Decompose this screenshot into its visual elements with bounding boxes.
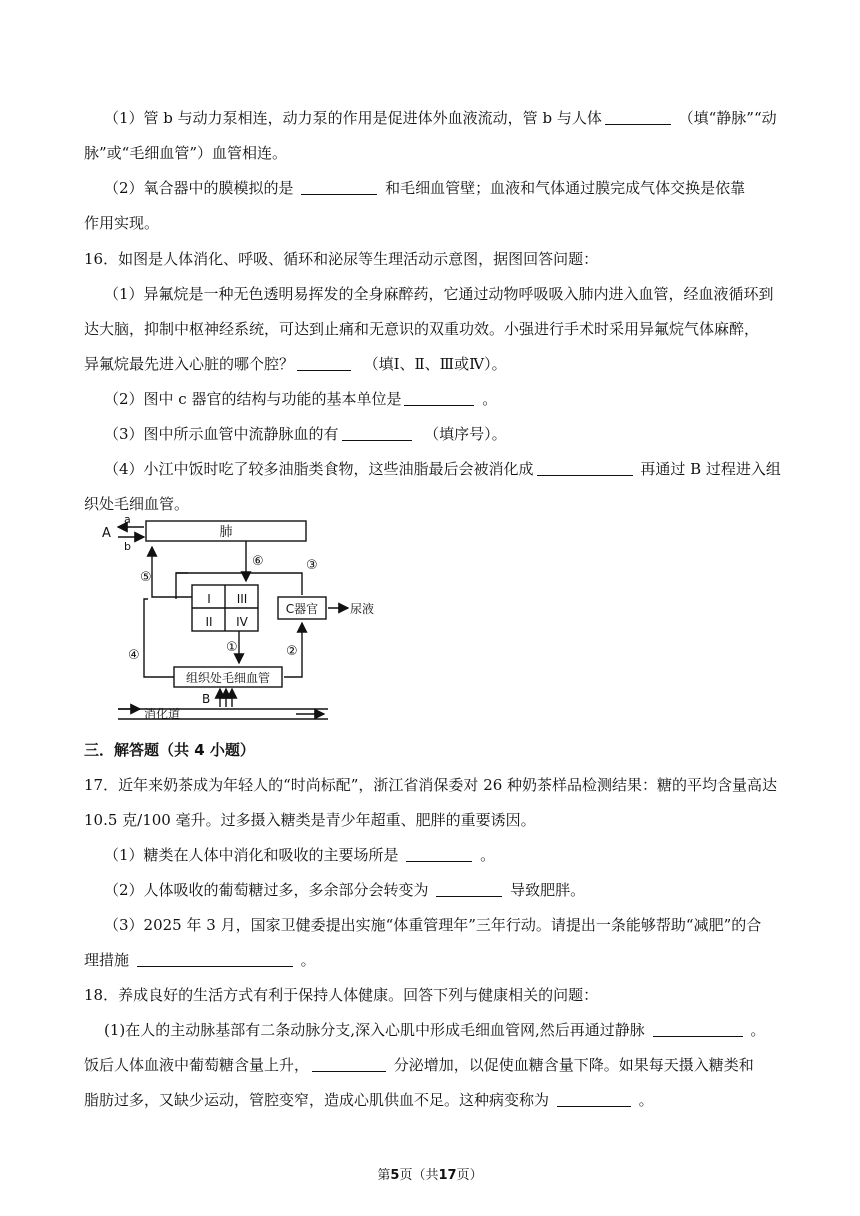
- lung-label: 肺: [219, 525, 233, 540]
- page-number: 5: [390, 1168, 400, 1183]
- answer-blank[interactable]: [406, 846, 472, 862]
- q18-part1-line3: 脂肪过多，又缺少运动，管腔变窄，造成心肌供血不足。这种病变称为 。: [84, 1091, 654, 1109]
- q16-part1-line3: 异氟烷最先进入心脏的哪个腔？ （填Ⅰ、Ⅱ、Ⅲ或Ⅳ）。: [84, 355, 507, 373]
- physiology-diagram: [96, 513, 375, 727]
- label-chamber-IV: IV: [236, 615, 248, 629]
- answer-blank[interactable]: [301, 179, 377, 195]
- answer-blank[interactable]: [537, 460, 633, 476]
- label-b: b: [124, 540, 131, 553]
- answer-blank[interactable]: [436, 881, 502, 897]
- q17-part2: （2）人体吸收的葡萄糖过多，多余部分会转变为 导致肥胖。: [104, 881, 586, 899]
- q15-part1-line2: 脉”或“毛细血管”）血管相连。: [84, 144, 288, 162]
- q17-part1: （1）糖类在人体中消化和吸收的主要场所是 。: [104, 846, 496, 864]
- label-chamber-II: II: [205, 615, 213, 629]
- label-n5: ⑤: [140, 570, 152, 585]
- q15-part2-line1: （2）氧合器中的膜模拟的是 和毛细血管壁；血液和气体通过膜完成气体交换是依靠: [104, 179, 746, 197]
- label-a: a: [124, 513, 131, 526]
- answer-blank[interactable]: [297, 355, 351, 371]
- section-heading: 三．解答题（共 4 小题）: [84, 741, 255, 759]
- tract-label: 消化道: [144, 707, 181, 721]
- q16-part2: （2）图中 c 器官的结构与功能的基本单位是 。: [104, 390, 498, 408]
- label-n4: ④: [128, 648, 140, 663]
- q17-part3-line1: （3）2025 年 3 月，国家卫健委提出实施“体重管理年”三年行动。请提出一条能够帮助“减肥”的合: [104, 916, 762, 934]
- label-n2: ②: [286, 644, 298, 659]
- q16-part4-line1: （4）小江中饭时吃了较多油脂类食物，这些油脂最后会被消化成 再通过 B 过程进入组: [104, 460, 781, 478]
- answer-blank[interactable]: [605, 109, 671, 125]
- q15-part1-line1: （1）管 b 与动力泵相连，动力泵的作用是促进体外血液流动，管 b 与人体 （填“静脉”“动: [104, 109, 777, 127]
- label-n6: ⑥: [252, 554, 264, 569]
- q18-stem: 18．养成良好的生活方式有利于保持人体健康。回答下列与健康相关的问题：: [84, 986, 599, 1004]
- q16-part4-line2: 织处毛细血管。: [84, 495, 190, 513]
- q16-part1-line2: 达大脑，抑制中枢神经系统，可达到止痛和无意识的双重功效。小强进行手术时采用异氟烷气体麻醉，: [84, 320, 760, 338]
- q18-part1-line2: 饭后人体血液中葡萄糖含量上升， 分泌增加，以促使血糖含量下降。如果每天摄入糖类和: [84, 1056, 754, 1074]
- answer-blank[interactable]: [557, 1091, 631, 1107]
- tissue-label: 组织处毛细血管: [185, 671, 271, 685]
- q15-part2-line2: 作用实现。: [84, 214, 160, 232]
- answer-blank[interactable]: [137, 951, 293, 967]
- q16-part3: （3）图中所示血管中流静脉血的有 （填序号）。: [104, 425, 507, 443]
- page-footer: 第5页（共17页）: [377, 1168, 483, 1183]
- label-B: B: [202, 692, 211, 706]
- q16-stem: 16．如图是人体消化、呼吸、循环和泌尿等生理活动示意图，据图回答问题：: [84, 250, 599, 268]
- q17-stem-line1: 17．近年来奶茶成为年轻人的“时尚标配”，浙江省消保委对 26 种奶茶样品检测结果：糖的平均含量高达: [84, 776, 778, 794]
- q16-part1-line1: （1）异氟烷是一种无色透明易挥发的全身麻醉药，它通过动物呼吸吸入肺内进入血管，经血液循环到: [104, 285, 774, 303]
- label-n1: ①: [226, 640, 238, 655]
- label-chamber-I: I: [207, 592, 211, 606]
- answer-blank[interactable]: [312, 1056, 386, 1072]
- page-total: 17: [438, 1168, 457, 1183]
- q17-stem-line2: 10.5 克/100 毫升。过多摄入糖类是青少年超重、肥胖的重要诱因。: [84, 811, 536, 829]
- urine-label: 尿液: [350, 602, 375, 616]
- label-chamber-III: III: [236, 592, 248, 606]
- q17-part3-line2: 理措施 。: [84, 951, 316, 969]
- answer-blank[interactable]: [342, 425, 412, 441]
- label-n3: ③: [306, 558, 318, 573]
- label-A: A: [102, 526, 111, 541]
- answer-blank[interactable]: [653, 1021, 743, 1037]
- c-organ-label: C器官: [285, 602, 319, 616]
- q18-part1-line1: (1)在人的主动脉基部有二条动脉分支,深入心肌中形成毛细血管网,然后再通过静脉 。: [104, 1021, 766, 1039]
- answer-blank[interactable]: [404, 390, 474, 406]
